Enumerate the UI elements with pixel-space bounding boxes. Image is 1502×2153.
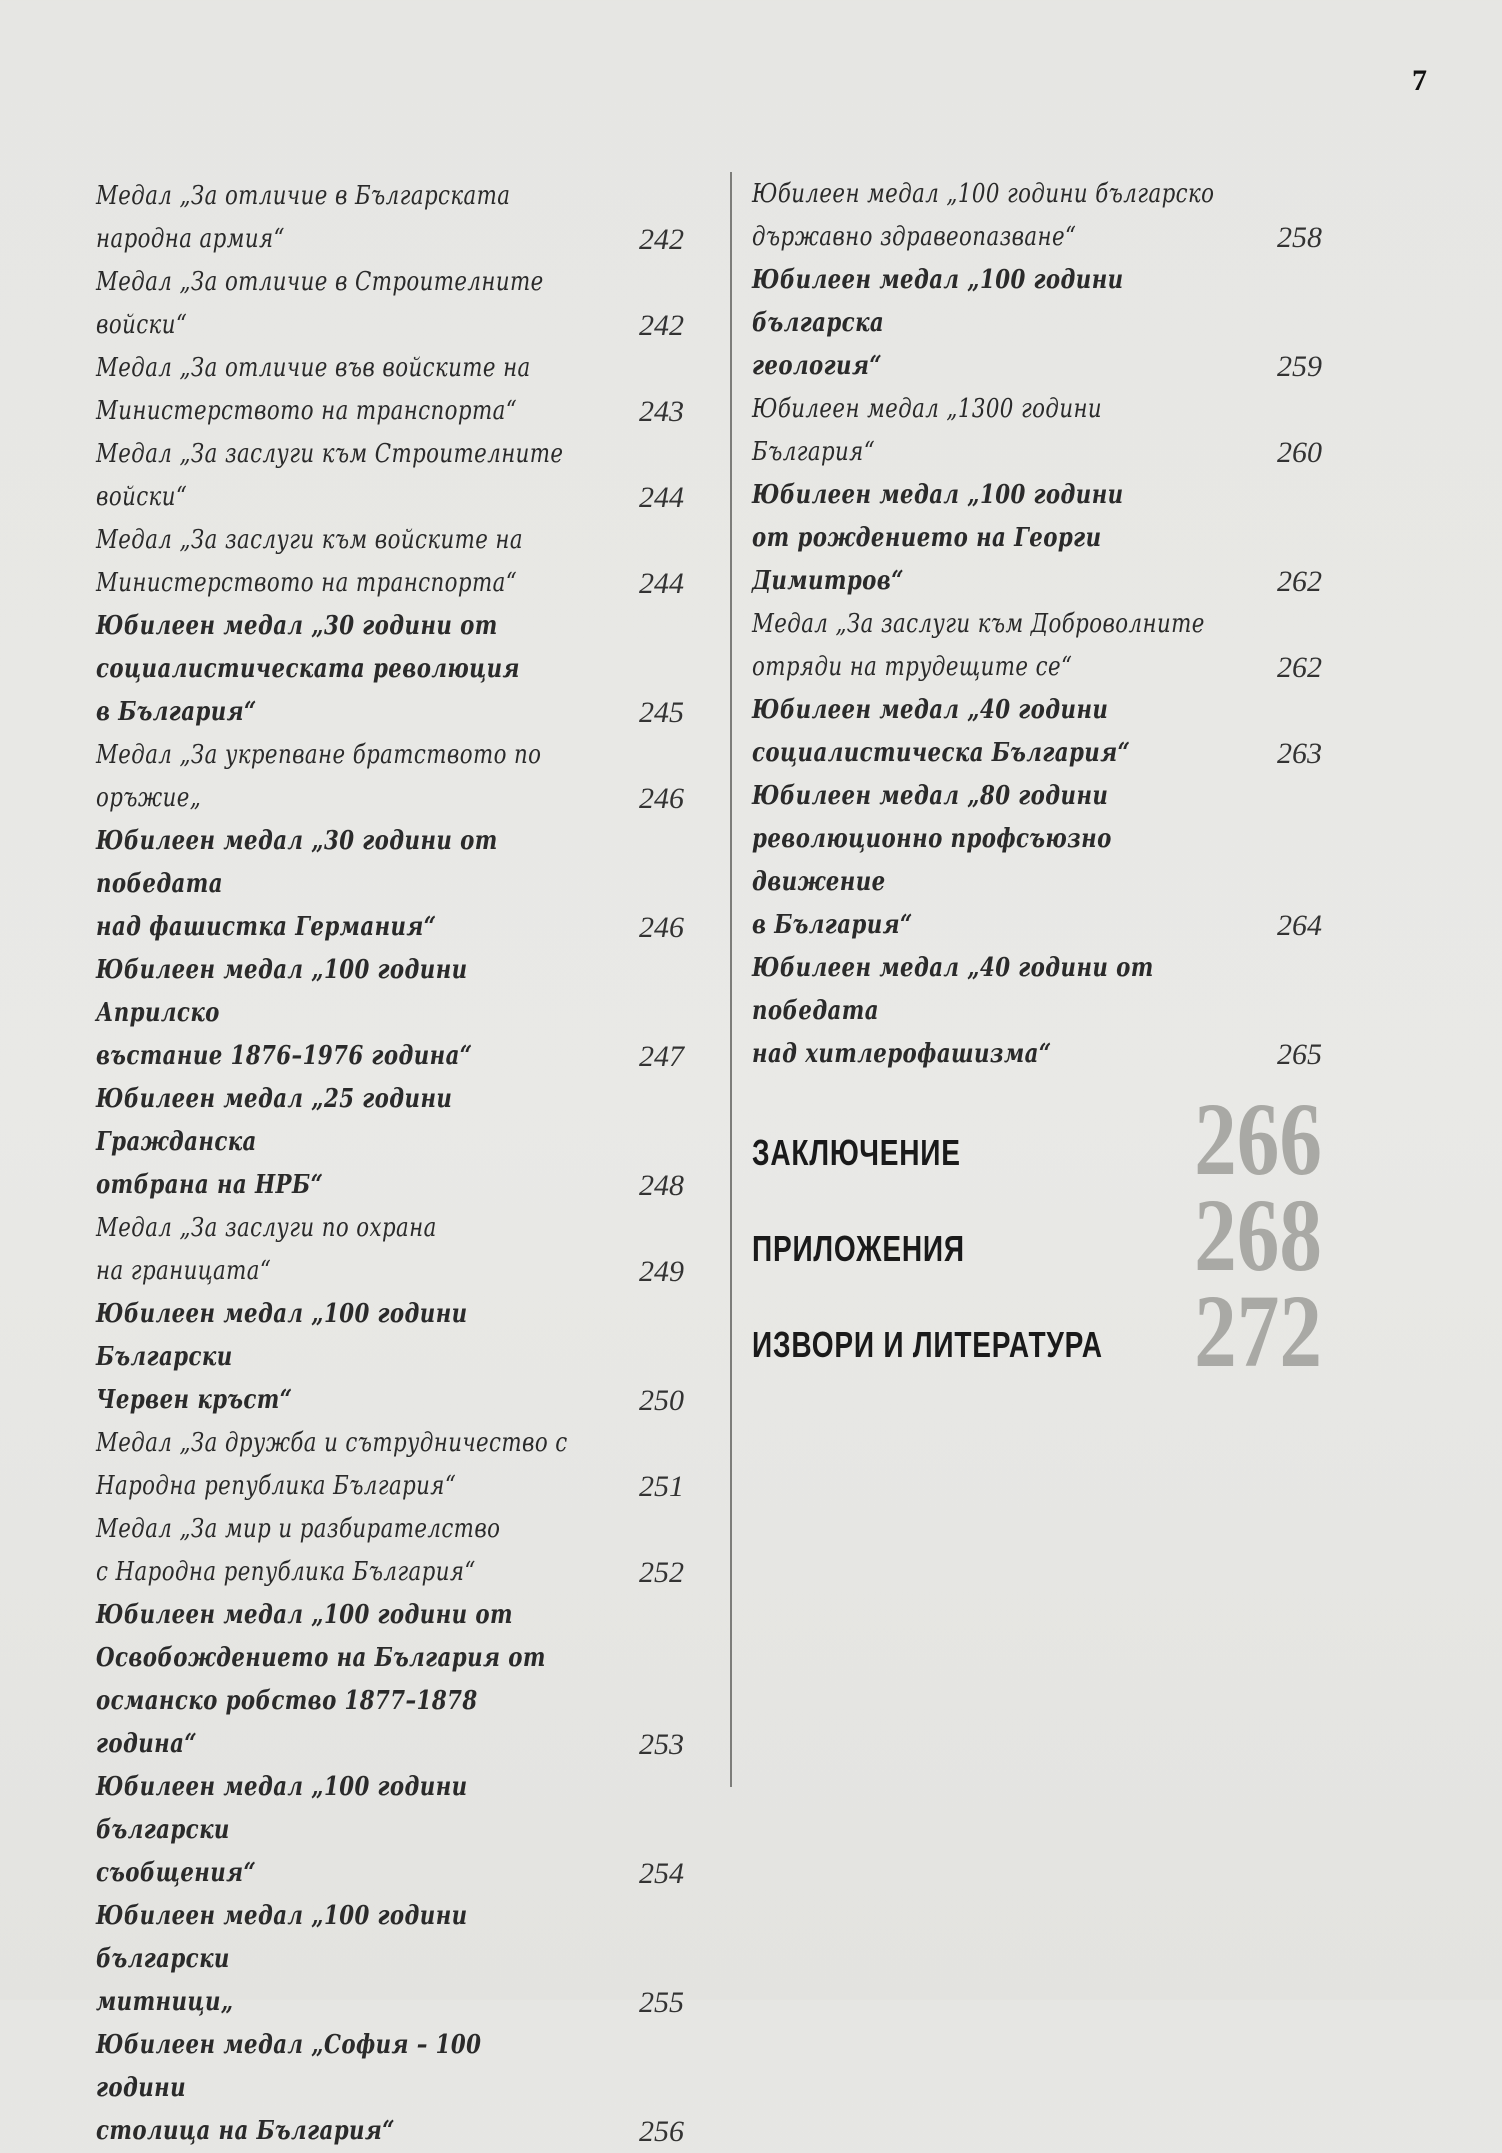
toc-entry-page: 247 — [639, 1040, 684, 1073]
toc-entry-title: Юбилеен медал „30 години от победата над фашистка Германия“ — [96, 826, 498, 942]
toc-entry-title: Медал „За мир и разбирателство с Народна република България“ — [96, 1514, 501, 1587]
toc-entry-page: 249 — [639, 1255, 684, 1288]
toc-entry[interactable] — [752, 775, 1322, 947]
toc-right-entries — [752, 173, 1322, 1076]
toc-entry-title: Юбилеен медал „1300 години България“ — [752, 394, 1103, 467]
toc-entry[interactable] — [752, 388, 1322, 474]
toc-entry-title: Юбилеен медал „40 години социалистическа България“ — [752, 695, 1131, 768]
toc-entry-page: 263 — [1277, 737, 1322, 770]
toc-entry-page: 260 — [1277, 436, 1322, 469]
toc-entry-page: 262 — [1277, 651, 1322, 684]
toc-entry[interactable] — [96, 1207, 684, 1293]
toc-entry[interactable] — [752, 474, 1322, 603]
toc-entry[interactable] — [752, 603, 1322, 689]
toc-entry[interactable] — [96, 347, 684, 433]
toc-entry-page: 262 — [1277, 565, 1322, 598]
toc-entry[interactable] — [96, 949, 684, 1078]
toc-entry[interactable] — [96, 734, 684, 820]
toc-entry[interactable] — [752, 689, 1322, 775]
toc-entry-page: 245 — [639, 696, 684, 729]
toc-entry[interactable] — [752, 947, 1322, 1076]
toc-entry-page: 255 — [639, 1986, 684, 2019]
toc-section-page: 266 — [1194, 1082, 1322, 1197]
toc-entry-page: 242 — [639, 223, 684, 256]
toc-entry[interactable] — [96, 2024, 684, 2153]
toc-entry-title: Юбилеен медал „100 години български митници„ — [96, 1901, 468, 2017]
toc-entry-page: 258 — [1277, 221, 1322, 254]
toc-entry[interactable] — [96, 1078, 684, 1207]
toc-entry-page: 244 — [639, 481, 684, 514]
toc-entry-title: Медал „За отличие във войските на Министерството на транспорта“ — [96, 353, 531, 426]
toc-entry[interactable] — [96, 1508, 684, 1594]
toc-entry-page: 264 — [1277, 909, 1322, 942]
toc-entry-title: Юбилеен медал „100 години български съобщения“ — [96, 1772, 468, 1888]
toc-entry[interactable] — [752, 173, 1322, 259]
toc-entry-page: 253 — [639, 1728, 684, 1761]
toc-entry[interactable] — [96, 820, 684, 949]
toc-entry-title: Юбилеен медал „100 години от Освобождението на България от османско робство 1877–1878 година“ — [96, 1600, 546, 1759]
toc-entry-title: Медал „За укрепване братството по оръжие„ — [96, 740, 542, 813]
toc-entry-page: 243 — [639, 395, 684, 428]
toc-entry-page: 246 — [639, 911, 684, 944]
toc-entry-page: 242 — [639, 309, 684, 342]
toc-entry-page: 248 — [639, 1169, 684, 1202]
toc-entry-page: 244 — [639, 567, 684, 600]
toc-entry[interactable] — [96, 1293, 684, 1422]
toc-entry-page: 259 — [1277, 350, 1322, 383]
toc-entry[interactable] — [96, 1422, 684, 1508]
column-divider — [730, 172, 732, 1787]
toc-entry-title: Медал „За отличие в Българската народна армия“ — [96, 181, 511, 254]
toc-section-title: ПРИЛОЖЕНИЯ — [752, 1228, 965, 1269]
page-number: 7 — [1412, 64, 1427, 97]
toc-section-title: ЗАКЛЮЧЕНИЕ — [752, 1132, 961, 1173]
toc-entry-page: 246 — [639, 782, 684, 815]
toc-section-title: ИЗВОРИ И ЛИТЕРАТУРА — [752, 1324, 1103, 1365]
toc-section-page: 268 — [1194, 1178, 1322, 1293]
toc-entry-page: 250 — [639, 1384, 684, 1417]
toc-entry-title: Юбилеен медал „100 години Априлско въстание 1876–1976 година“ — [96, 955, 473, 1071]
toc-entry-title: Юбилеен медал „100 години Български Червен кръст“ — [96, 1299, 468, 1415]
toc-entry[interactable] — [96, 1766, 684, 1895]
toc-entry-page: 254 — [639, 1857, 684, 1890]
toc-entry-title: Юбилеен медал „30 години от социалистическата революция в България“ — [96, 611, 520, 727]
toc-left-column — [96, 175, 684, 2153]
toc-entry-title: Юбилеен медал „40 години от победата над хитлерофашизма“ — [752, 953, 1154, 1069]
toc-sections — [752, 1082, 1322, 1389]
toc-entry[interactable] — [96, 1594, 684, 1766]
toc-section[interactable] — [752, 1274, 1322, 1389]
toc-entry-title: Медал „За заслуги към Доброволните отряди на трудещите се“ — [752, 609, 1205, 682]
toc-entry[interactable] — [96, 519, 684, 605]
toc-entry-title: Медал „За заслуги към войските на Министерството на транспорта“ — [96, 525, 524, 598]
toc-entry-title: Юбилеен медал „25 години Гражданска отбрана на НРБ“ — [96, 1084, 453, 1200]
toc-entry[interactable] — [752, 259, 1322, 388]
toc-entry-page: 251 — [639, 1470, 684, 1503]
toc-section-page: 272 — [1194, 1274, 1322, 1389]
toc-entry-title: Юбилеен медал „80 години революционно профсъюзно движение в България“ — [752, 781, 1112, 940]
toc-entry-page: 256 — [639, 2115, 684, 2148]
toc-entry-page: 252 — [639, 1556, 684, 1589]
toc-entry[interactable] — [96, 261, 684, 347]
toc-entry-title: Юбилеен медал „100 години българско държавно здравеопазване“ — [752, 179, 1215, 252]
toc-entry-title: Медал „За отличие в Строителните войски“ — [96, 267, 544, 340]
toc-entry-title: Медал „За дружба и сътрудничество с Народна република България“ — [96, 1428, 568, 1501]
toc-entry-page: 265 — [1277, 1038, 1322, 1071]
toc-entry-title: Юбилеен медал „София – 100 години столица на България“ — [96, 2030, 482, 2146]
toc-entry[interactable] — [96, 605, 684, 734]
toc-entry[interactable] — [96, 175, 684, 261]
toc-entry[interactable] — [96, 1895, 684, 2024]
toc-entry[interactable] — [96, 433, 684, 519]
toc-entry-title: Медал „За заслуги по охрана на границата“ — [96, 1213, 437, 1286]
toc-right-column — [752, 173, 1322, 1389]
toc-entry-title: Медал „За заслуги към Строителните войски“ — [96, 439, 564, 512]
toc-entry-title: Юбилеен медал „100 години от рождението на Георги Димитров“ — [752, 480, 1124, 596]
toc-entry-title: Юбилеен медал „100 години българска геология“ — [752, 265, 1124, 381]
